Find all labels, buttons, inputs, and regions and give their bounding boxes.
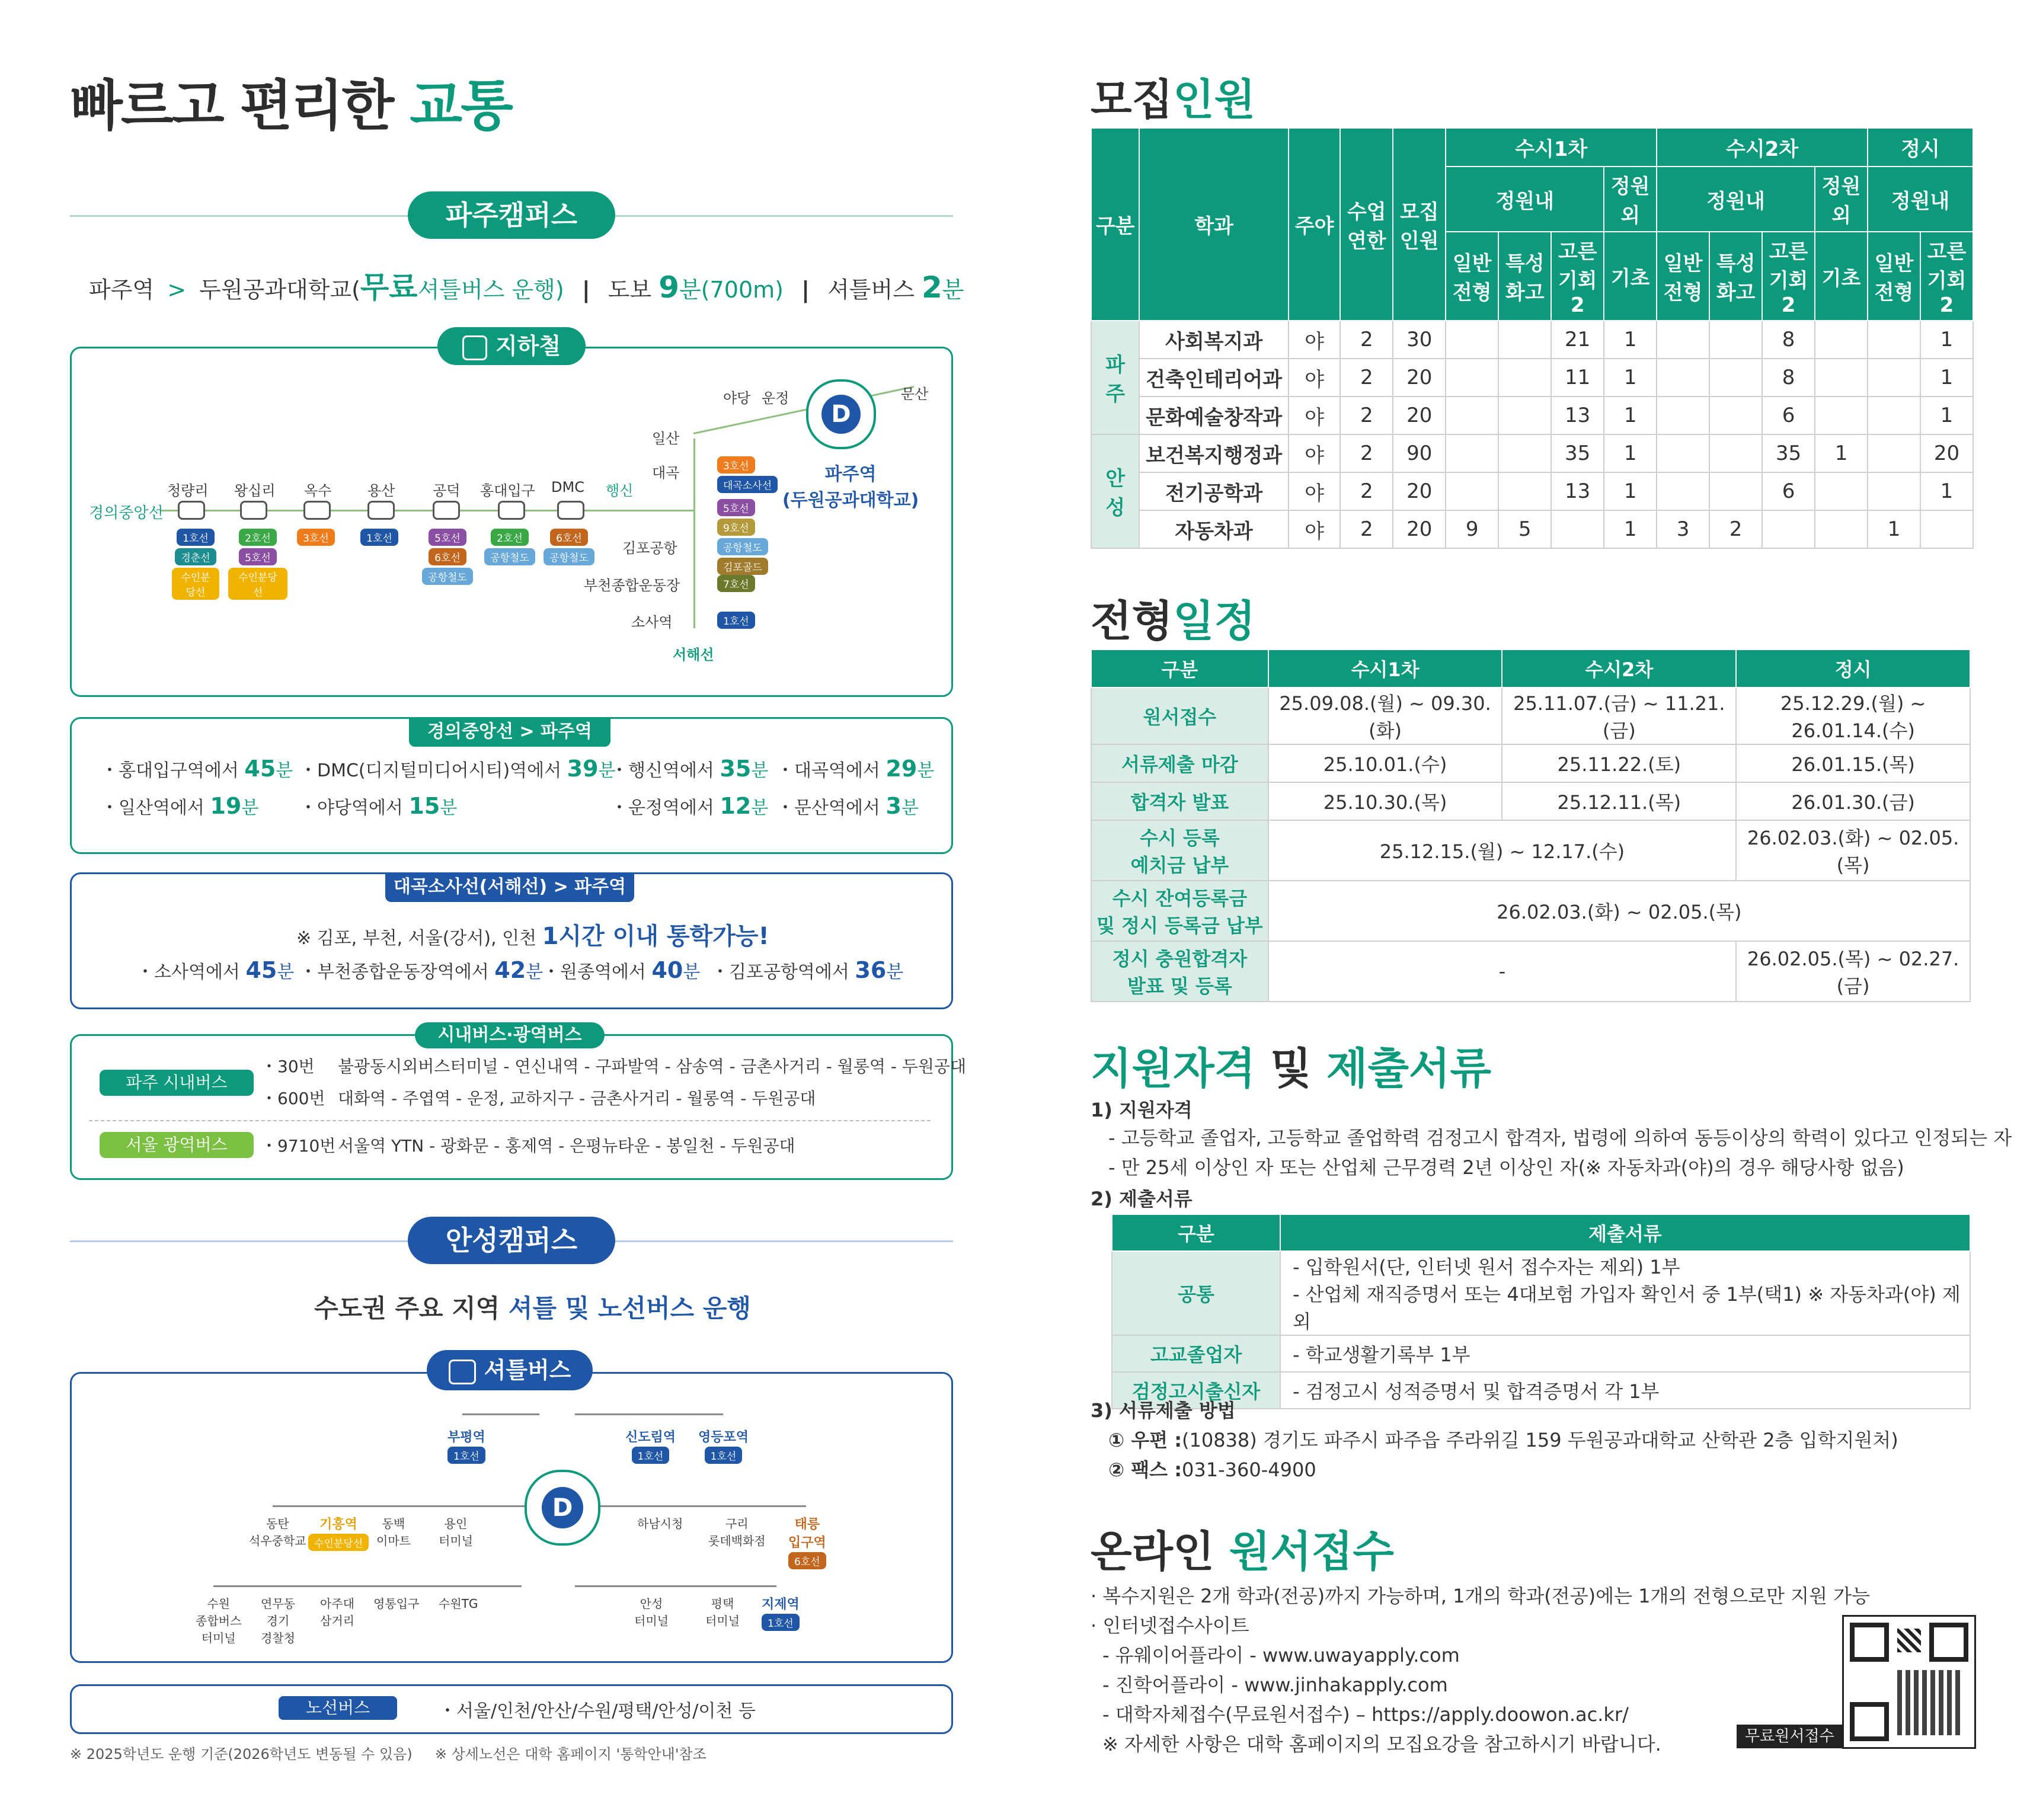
gy-item-0: ・홍대입구역에서 45분 (101, 756, 293, 782)
anseong-logo-mark-icon: D (542, 1487, 583, 1528)
stop-taereung: 태릉 입구역 6호선 (788, 1517, 826, 1568)
stop-bupyeong: 부평역 1호선 (447, 1430, 485, 1463)
station-wangsimni: 왕십리 (234, 482, 276, 499)
schedule-title: 전형일정 (1091, 596, 1256, 646)
tags-gongdeok: 5호선 6호선 공항철도 (421, 527, 474, 586)
qual-title: 지원자격 및 제출서류 (1091, 1044, 1492, 1093)
online-3[interactable]: - 유웨이어플라이 - www.uwayapply.com (1102, 1644, 1460, 1667)
route-line-north (462, 1413, 539, 1415)
station-bucheon: 부천종합운동장 (584, 577, 680, 594)
logo-mark-icon: D (821, 395, 861, 434)
seohae-label: 서해선 (673, 647, 714, 663)
online-title: 온라인 원서접수 (1091, 1527, 1394, 1576)
stop-pyeongtaek: 평택 터미널 (705, 1597, 740, 1628)
dg-item-0: ・소사역에서 45분 (136, 957, 295, 983)
tags-hongdae: 2호선 공항철도 (483, 527, 536, 567)
dg-item-2: ・원종역에서 40분 (542, 957, 701, 983)
fax-line: ② 팩스 :031-360-4900 (1108, 1458, 1316, 1481)
station-sosa: 소사역 (631, 614, 673, 631)
station-unjeong: 운정 (762, 390, 789, 407)
table-row: 전기공학과 야 2 20 13 1 6 1 (1091, 472, 1973, 510)
shuttle-pill: 셔틀버스 (427, 1350, 593, 1390)
stop-dongtan: 동탄 석우중학교 (249, 1517, 306, 1548)
tags-daegok: 3호선 대곡소사선 (717, 455, 778, 494)
tags-oksu: 3호선 (295, 527, 337, 547)
line-left-label: 경의중앙선 (89, 504, 164, 522)
route-line-southeast (575, 1585, 776, 1587)
anseong-headline: 수도권 주요 지역 셔틀 및 노선버스 운행 (314, 1294, 751, 1323)
recruit-title: 모집인원 (1091, 75, 1256, 124)
station-yadang: 야당 (723, 390, 751, 407)
subway-icon (462, 335, 487, 360)
table-row: 파 주 사회복지과 야 2 30 21 1 8 1 (1091, 321, 1973, 359)
gy-item-7: ・문산역에서 3분 (776, 793, 919, 819)
online-5[interactable]: - 대학자체접수(무료원서접수) – https://apply.doowon.ac.kr/ (1102, 1703, 1629, 1726)
mail-line: ① 우편 :(10838) 경기도 파주시 파주읍 주라위길 159 두원공과대학교 산학관 2층 입학지원처) (1108, 1429, 1898, 1451)
gy-item-6: ・운정역에서 12분 (610, 793, 769, 819)
seohae-line (693, 474, 695, 628)
qr-label: 무료원서접수 (1737, 1725, 1843, 1748)
station-oksu: 옥수 (304, 482, 332, 499)
tags-cheongnyangni: 1호선 경춘선 수인분당선 (172, 527, 219, 601)
qr-pattern-1 (1897, 1629, 1921, 1652)
station-yongsan: 용산 (367, 482, 395, 499)
footnote: ※ 2025학년도 운행 기준(2026학년도 변동될 수 있음) ※ 상세노선은 대학 홈페이지 '통학안내'참조 (70, 1746, 706, 1763)
paju-campus-pill: 파주캠퍼스 (408, 191, 615, 239)
stop-guri: 구리 롯데백화점 (708, 1517, 766, 1548)
station-haengsin: 행신 (606, 482, 634, 499)
tags-dmc: 6호선 공항철도 (542, 527, 596, 567)
paju-bus-label: 파주 시내버스 (100, 1070, 254, 1096)
qual-l1: - 고등학교 졸업자, 고등학교 졸업학력 검정고시 합격자, 법령에 의하여 동등이상의 학력이 있다고 인정되는 자 (1108, 1127, 2012, 1149)
schedule-table: 구분 수시1차 수시2차 정시 원서접수 25.09.08.(월) ~ 09.30.(화) 25.11.07.(금) ~ 11.21.(금) 25.12.29.(월) ~ 26.01.14.(수) 서류제출 마감 25.10.01.(수) 25.11.22.(토) 26.01.15.(목) 합격자 발표 25.10.30.(목) 25.12.11.(목) 26.01.30.(금) 수시 등록 예치금 납부 25.12.15.(월) ~ 12.17.(수) 26.02.03.(화) ~ 02.05.(목) 수시 잔여등록금 및 정시 등록금 납부 26.02.03.(화) ~ 02.05.(목) 정시 충원합격자 발표 및 등록 - 26.02.05.(목) ~ 02.27.(금) (1091, 649, 1971, 1002)
online-2: · 인터넷접수사이트 (1091, 1614, 1249, 1637)
station-node-2 (240, 501, 267, 520)
doc-table: 구분 제출서류 공통 - 입학원서(단, 인터넷 원서 접수자는 제외) 1부 - 산업체 재직증명서 또는 4대보험 가입자 확인서 중 1부(택1) ※ 자동차과(야) 제외 고교졸업자 - 학교생활기록부 1부 검정고시출신자 - 검정고시 성적증명서 및 합격증명서 각 1부 (1111, 1214, 1971, 1409)
transport-title-a: 빠르고 편리한 (70, 74, 410, 137)
table-row: 공통 - 입학원서(단, 인터넷 원서 접수자는 제외) 1부 - 산업체 재직증명서 또는 4대보험 가입자 확인서 중 1부(택1) ※ 자동차과(야) 제외 (1112, 1251, 1970, 1335)
gy-item-1: ・DMC(디지털미디어시티)역에서 39분 (299, 756, 616, 782)
bus-route-0: ・30번 불광동시외버스터미널 - 연신내역 - 구파발역 - 삼송역 - 금촌사거리 - 월롱역 - 두원공대 (261, 1057, 967, 1076)
paju-route-line: 파주역 > 두원공과대학교(무료셔틀버스 운행) | 도보 9분(700m) | 셔틀버스 2분 (89, 270, 964, 305)
qr-finder-1 (1850, 1623, 1889, 1662)
gy-item-5: ・야당역에서 15분 (299, 793, 458, 819)
recruit-table: 구분 학과 주야 수업 연한 모집 인원 수시1차 수시2차 정시 정원내 정원 외 정원내 정원 외 정원내 일반 전형 특성 화고 고른 기회 2 기초 일반 전형 특성 화고 고른 기회 2 기초 일반 전형 고른 기회 2 파 주 사회복지과 야 2 30 21 1 8 1 건축인테리어과 야 2 20 11 1 8 1 문화예술창작과 야 2 20 13 1 6 1 안 성 보건복지행정과 야 2 90 35 1 35 1 20 전기공학과 야 2 20 13 1 6 1 자동차과 야 2 20 9 5 1 3 2 1 (1091, 127, 1974, 549)
stop-yeongdeungpo: 영등포역 1호선 (698, 1430, 749, 1463)
subway-pill: 지하철 (437, 327, 586, 365)
station-ilsan: 일산 (652, 430, 680, 447)
paju-logo (806, 379, 876, 449)
route-bus-text: ・서울/인천/안산/수원/평택/안성/이천 등 (439, 1701, 756, 1722)
bus-divider (89, 1120, 931, 1121)
seoul-bus-label: 서울 광역버스 (100, 1132, 254, 1158)
tags-bucheon: 7호선 (717, 574, 755, 593)
stop-giheung: 기흥역 수인분당선 (308, 1514, 369, 1552)
online-4[interactable]: - 진학어플라이 - www.jinhakapply.com (1102, 1674, 1448, 1696)
qual-h2: 2) 제출서류 (1091, 1188, 1193, 1210)
gy-item-3: ・대곡역에서 29분 (776, 756, 935, 782)
table-row: 건축인테리어과 야 2 20 11 1 8 1 (1091, 359, 1973, 396)
daegok-pill: 대곡소사선(서해선) > 파주역 (385, 872, 634, 902)
table-row: 자동차과 야 2 20 9 5 1 3 2 1 (1091, 510, 1973, 548)
station-dmc: DMC (551, 479, 584, 495)
stop-yongin: 용인 터미널 (439, 1517, 473, 1548)
station-gimpo: 김포공항 (622, 540, 677, 556)
gy-item-2: ・행신역에서 35분 (610, 756, 769, 782)
bus-icon (449, 1360, 476, 1384)
route-line-southwest (213, 1585, 522, 1587)
table-row: 수시 잔여등록금 및 정시 등록금 납부 26.02.03.(화) ~ 02.05.(목) (1091, 881, 1970, 941)
station-node-5 (433, 501, 460, 520)
station-daegok: 대곡 (652, 465, 680, 481)
station-hongdae: 홍대입구 (480, 482, 535, 499)
qr-finder-3 (1850, 1702, 1889, 1741)
station-gongdeok: 공덕 (433, 482, 461, 499)
stop-dongbaek: 동백 이마트 (376, 1517, 411, 1548)
station-node-7 (557, 501, 584, 520)
table-row: 검정고시출신자 - 검정고시 성적증명서 및 합격증명서 각 1부 (1112, 1372, 1970, 1409)
qual-l2: - 만 25세 이상인 자 또는 산업체 근무경력 2년 이상인 자(※ 자동차과(야)의 경우 해당사항 없음) (1108, 1156, 1904, 1179)
stop-yeongtong: 영통입구 (373, 1597, 420, 1611)
table-row: 문화예술창작과 야 2 20 13 1 6 1 (1091, 396, 1973, 434)
route-line-east (599, 1505, 806, 1507)
transport-title (70, 62, 512, 140)
qr-pattern-2 (1897, 1670, 1962, 1735)
table-row: 원서접수 25.09.08.(월) ~ 09.30.(화) 25.11.07.(금) ~ 11.21.(금) 25.12.29.(월) ~ 26.01.14.(수) (1091, 687, 1970, 744)
daegok-note: ※ 김포, 부천, 서울(강서), 인천 1시간 이내 통학가능! (296, 923, 769, 950)
table-row: 수시 등록 예치금 납부 25.12.15.(월) ~ 12.17.(수) 26.02.03.(화) ~ 02.05.(목) (1091, 820, 1970, 881)
bus-pill: 시내버스·광역버스 (415, 1022, 605, 1048)
stop-anseong-terminal: 안성 터미널 (634, 1597, 669, 1628)
bus-route-2: ・9710번 서울역 YTN - 광화문 - 홍제역 - 은평뉴타운 - 봉일천 - 두원공대 (261, 1136, 795, 1156)
tags-gimpo: 5호선 9호선 공항철도 김포골드 (717, 498, 768, 576)
dg-item-1: ・부천종합운동장역에서 42분 (299, 957, 544, 983)
route-line-northeast (575, 1413, 723, 1415)
online-6: ※ 자세한 사항은 대학 홈페이지의 모집요강을 참고하시기 바랍니다. (1102, 1733, 1661, 1755)
route-line-west (273, 1505, 533, 1507)
stop-jije: 지제역 1호선 (762, 1597, 800, 1630)
bus-route-1: ・600번 대화역 - 주엽역 - 운정, 교하지구 - 금촌사거리 - 월롱역 - 두원공대 (261, 1089, 816, 1108)
table-row: 안 성 보건복지행정과 야 2 90 35 1 35 1 20 (1091, 434, 1973, 472)
stop-yeonmu: 연무동 경기 경찰청 (261, 1597, 295, 1645)
table-row: 합격자 발표 25.10.30.(목) 25.12.11.(목) 26.01.30.(금) (1091, 782, 1970, 820)
qual-h3: 3) 서류제출 방법 (1091, 1399, 1236, 1422)
station-node-6 (498, 501, 525, 520)
gyeongui-pill: 경의중앙선 > 파주역 (409, 717, 610, 747)
stop-suwontg: 수원TG (439, 1597, 478, 1611)
qr-code[interactable] (1842, 1615, 1976, 1749)
dg-item-3: ・김포공항역에서 36분 (711, 957, 904, 983)
stop-sindorim: 신도림역 1호선 (625, 1430, 676, 1463)
anseong-campus-pill: 안성캠퍼스 (408, 1217, 615, 1264)
station-cheongnyangni: 청량리 (167, 482, 209, 499)
tags-sosa: 1호선 (717, 610, 755, 630)
stop-hanam: 하남시청 (637, 1517, 683, 1531)
gy-item-4: ・일산역에서 19분 (101, 793, 259, 819)
table-row: 정시 충원합격자 발표 및 등록 - 26.02.05.(목) ~ 02.27.(금) (1091, 941, 1970, 1002)
station-node-4 (367, 501, 395, 520)
stop-suwon: 수원 종합버스 터미널 (196, 1597, 242, 1645)
table-row: 서류제출 마감 25.10.01.(수) 25.11.22.(토) 26.01.15.(목) (1091, 744, 1970, 782)
stop-ajou: 아주대 삼거리 (320, 1597, 354, 1628)
online-1: · 복수지원은 2개 학과(전공)까지 가능하며, 1개의 학과(전공)에는 1개의 전형으로만 지원 가능 (1091, 1585, 1871, 1607)
qr-finder-2 (1929, 1623, 1968, 1662)
route-bus-label: 노선버스 (279, 1696, 397, 1720)
station-node-1 (178, 501, 205, 520)
tags-yongsan: 1호선 (359, 527, 400, 547)
qual-h1: 1) 지원자격 (1091, 1099, 1193, 1121)
table-row: 고교졸업자 - 학교생활기록부 1부 (1112, 1335, 1970, 1372)
paju-dest: 파주역 (두원공과대학교) (782, 464, 919, 511)
tags-wangsimni: 2호선 5호선 수인분당선 (228, 527, 287, 601)
station-node-3 (303, 501, 331, 520)
station-munsan: 문산 (901, 386, 929, 402)
anseong-logo (525, 1470, 600, 1546)
transport-title-b: 교통 (410, 74, 512, 137)
